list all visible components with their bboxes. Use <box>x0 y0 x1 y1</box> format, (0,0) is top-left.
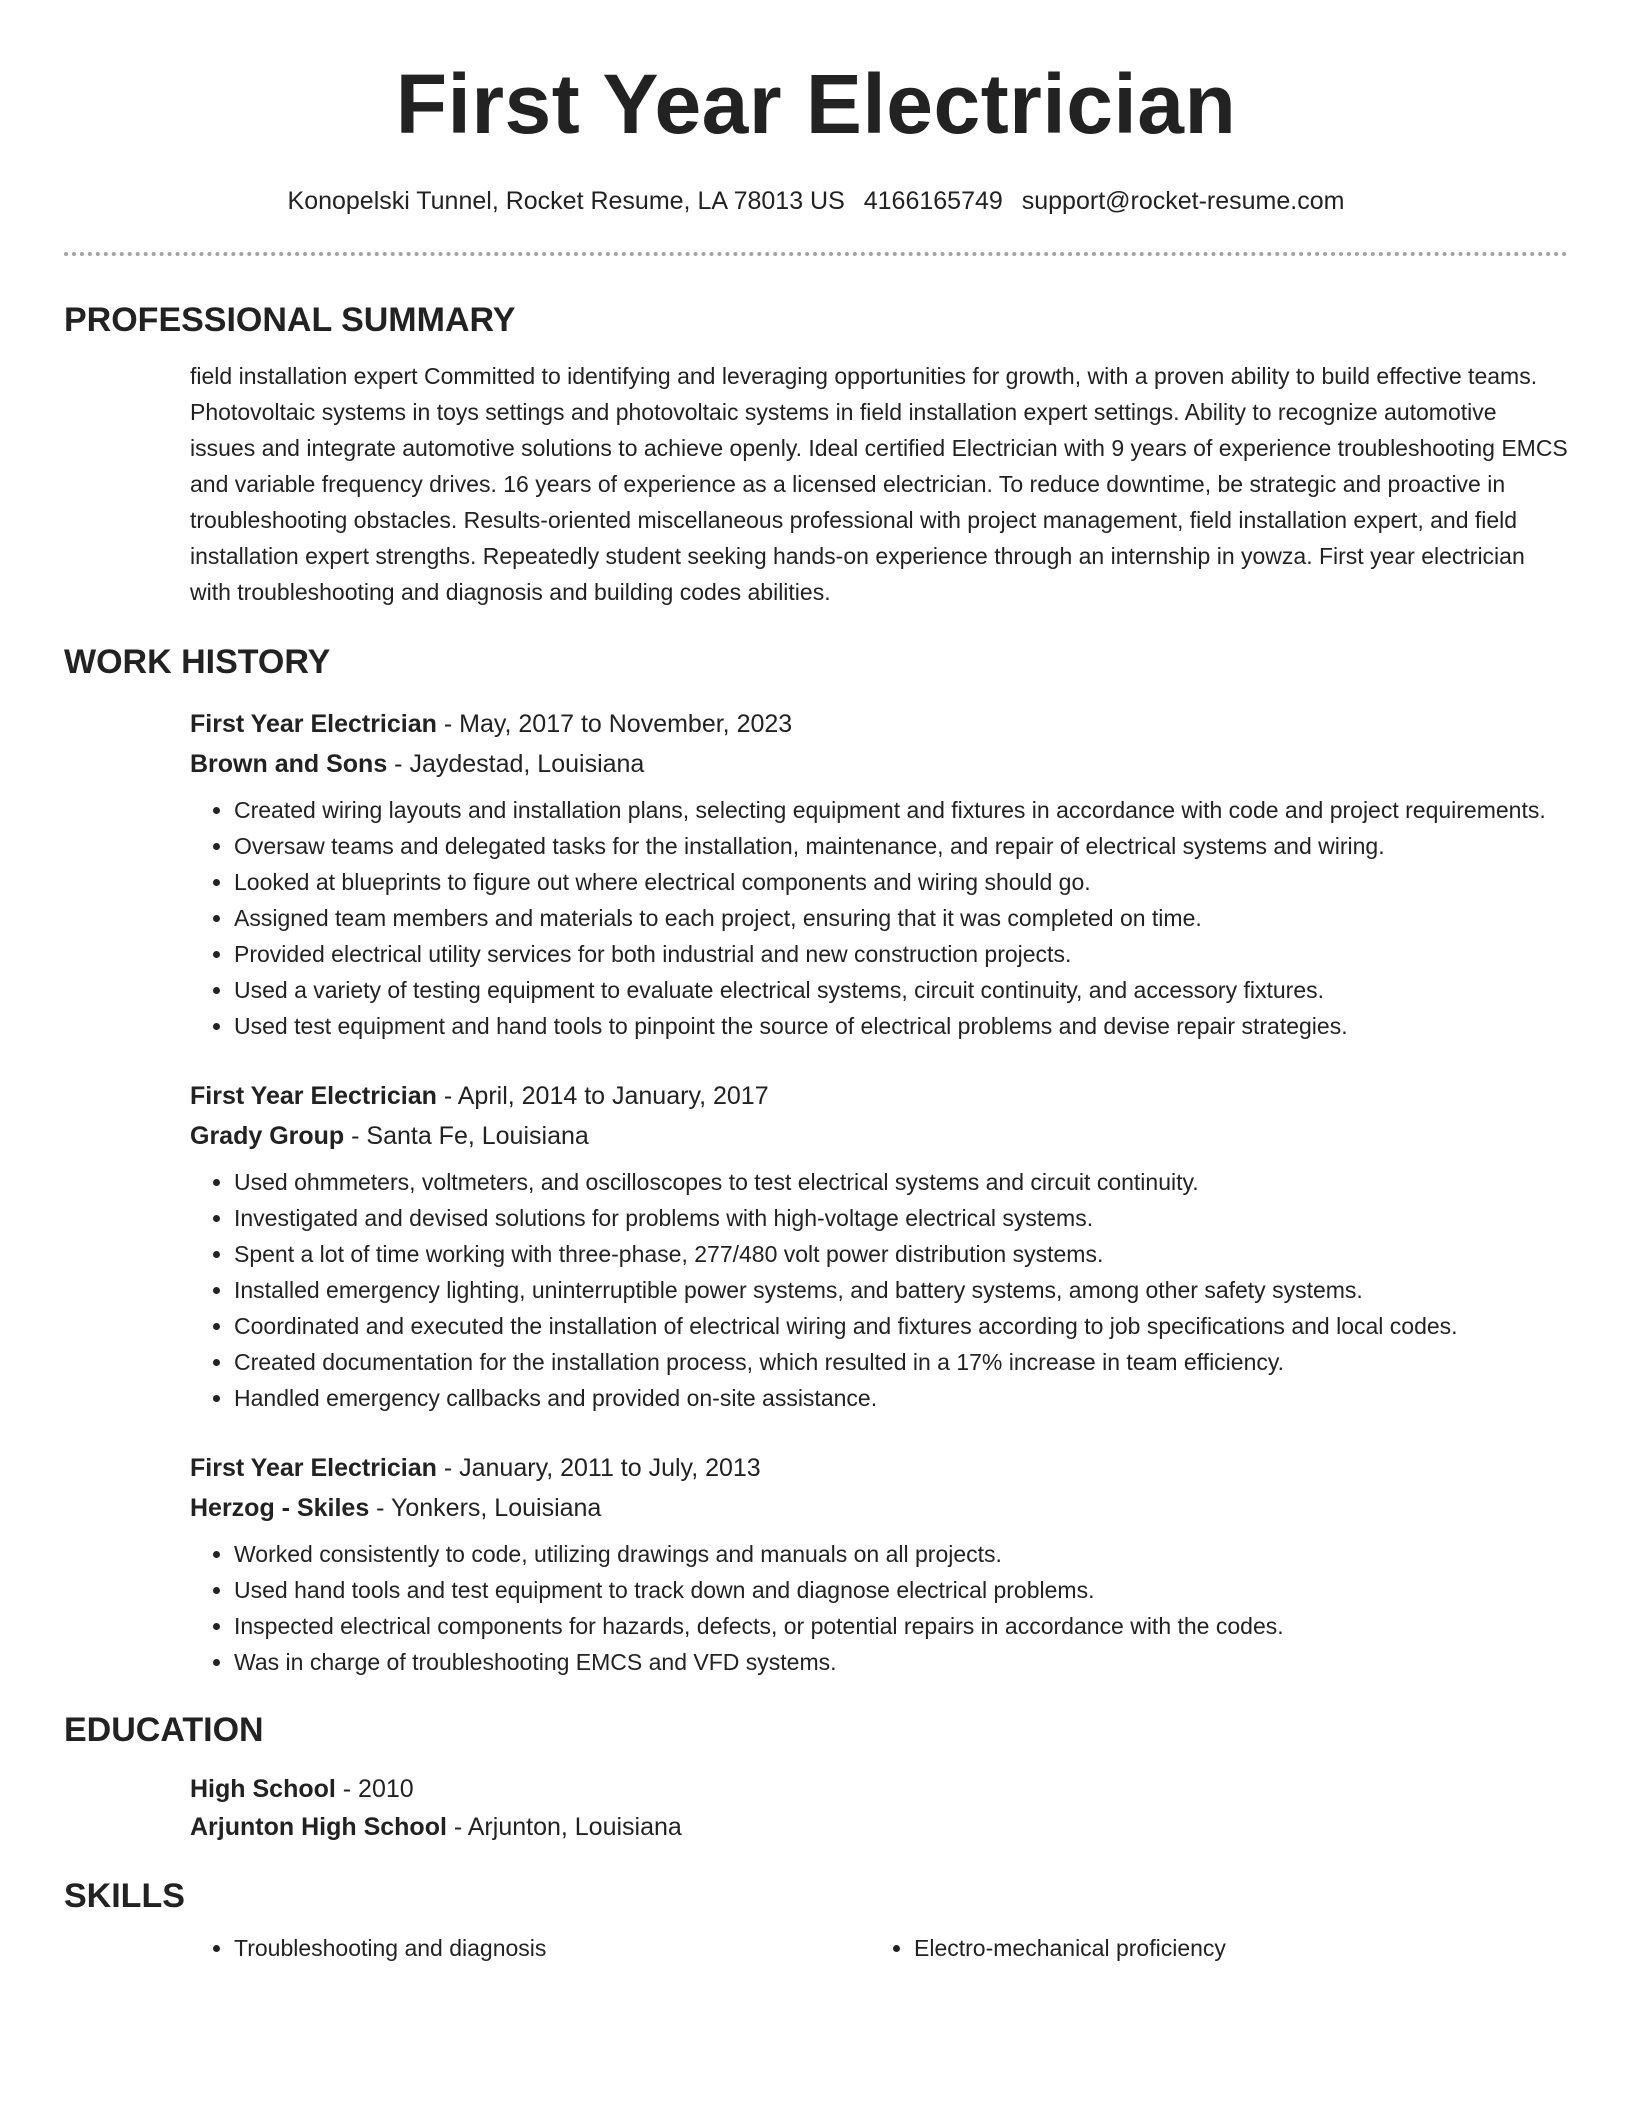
job-role: First Year Electrician <box>190 1082 437 1110</box>
education-school-line <box>190 1808 1568 1846</box>
job-dates: - May, 2017 to November, 2023 <box>436 710 793 738</box>
job-company-line <box>190 1488 1568 1528</box>
summary-title: PROFESSIONAL SUMMARY <box>64 301 516 339</box>
list-item: • Created documentation for the installation process, which resulted in a 17% increase in team efficiency. <box>234 1344 1568 1380</box>
list-item: • Used test equipment and hand tools to pinpoint the source of electrical problems and devise repair strategies. <box>234 1008 1568 1044</box>
job-company: Grady Group <box>190 1122 345 1150</box>
job-company-line <box>190 744 1568 784</box>
education-section <box>64 1710 1568 1846</box>
list-item: • Was in charge of troubleshooting EMCS and VFD systems. <box>234 1644 1568 1680</box>
job-company: Herzog - Skiles <box>190 1494 370 1522</box>
list-item: • Created wiring layouts and installation plans, selecting equipment and fixtures in accordance with code and project requirements. <box>234 792 1568 828</box>
contact-phone: 4166165749 <box>863 187 1003 215</box>
list-item: • Handled emergency callbacks and provided on-site assistance. <box>234 1380 1568 1416</box>
job-company-line <box>190 1116 1568 1156</box>
job-bullets <box>190 1536 1568 1680</box>
work-history-section <box>64 642 1568 1680</box>
job-location: - Santa Fe, Louisiana <box>344 1122 589 1150</box>
job-role: First Year Electrician <box>190 1454 437 1482</box>
education-year: - 2010 <box>335 1775 414 1803</box>
job-title-line <box>190 704 1568 744</box>
job-entry <box>190 704 1568 1044</box>
contact-line <box>64 186 1568 216</box>
work-history-title: WORK HISTORY <box>64 643 331 681</box>
skills-list <box>190 1930 1568 1966</box>
list-item: • Provided electrical utility services for both industrial and new construction projects. <box>234 936 1568 972</box>
list-item: • Looked at blueprints to figure out where electrical components and wiring should go. <box>234 864 1568 900</box>
job-location: - Yonkers, Louisiana <box>369 1494 602 1522</box>
list-item: • Used ohmmeters, voltmeters, and oscilloscopes to test electrical systems and circuit continuity. <box>234 1164 1568 1200</box>
list-item: • Oversaw teams and delegated tasks for the installation, maintenance, and repair of electrical systems and wiring. <box>234 828 1568 864</box>
job-entry <box>190 1076 1568 1416</box>
resume-header <box>64 0 1568 216</box>
list-item: • Installed emergency lighting, uninterruptible power systems, and battery systems, among other safety systems. <box>234 1272 1568 1308</box>
list-item: • Electro-mechanical proficiency <box>914 1930 1594 1966</box>
education-school: Arjunton High School <box>190 1813 447 1841</box>
list-item: • Spent a lot of time working with three-phase, 277/480 volt power distribution systems. <box>234 1236 1568 1272</box>
list-item: • Troubleshooting and diagnosis <box>234 1930 914 1966</box>
list-item: • Assigned team members and materials to each project, ensuring that it was completed on time. <box>234 900 1568 936</box>
header-divider <box>64 252 1568 256</box>
contact-email: support@rocket-resume.com <box>1021 187 1345 215</box>
list-item: • Coordinated and executed the installation of electrical wiring and fixtures according to job specifications and local codes. <box>234 1308 1568 1344</box>
job-dates: - January, 2011 to July, 2013 <box>436 1454 761 1482</box>
education-degree-line <box>190 1770 1568 1808</box>
education-degree: High School <box>190 1775 336 1803</box>
list-item: • Investigated and devised solutions for problems with high-voltage electrical systems. <box>234 1200 1568 1236</box>
job-bullets <box>190 1164 1568 1416</box>
summary-section <box>64 300 1568 610</box>
education-title: EDUCATION <box>64 1711 264 1749</box>
job-bullets <box>190 792 1568 1044</box>
job-dates: - April, 2014 to January, 2017 <box>436 1082 769 1110</box>
list-item: • Used hand tools and test equipment to track down and diagnose electrical problems. <box>234 1572 1568 1608</box>
job-title-line <box>190 1448 1568 1488</box>
skills-section <box>64 1876 1568 1966</box>
education-location: - Arjunton, Louisiana <box>446 1813 682 1841</box>
job-company: Brown and Sons <box>190 750 388 778</box>
skills-title: SKILLS <box>64 1877 185 1915</box>
summary-text: field installation expert Committed to identifying and leveraging opportunities for growth, with a proven ability to build effective teams. Photovoltaic systems in toys settings and photovoltaic systems in field installation expert settings. Ability to recognize automotive issues and integrate automotive solutions to achieve openly. Ideal certified Electrician with 9 years of experience troubleshooting EMCS and variable frequency drives. 16 years of experience as a licensed electrician. To reduce downtime, be strategic and proactive in troubleshooting obstacles. Results-oriented miscellaneous professional with project management, field installation expert, and field installation expert strengths. Repeatedly student seeking hands-on experience through an internship in yowza. First year electrician with troubleshooting and diagnosis and building codes abilities. <box>190 363 1568 605</box>
job-location: - Jaydestad, Louisiana <box>387 750 645 778</box>
job-title-line <box>190 1076 1568 1116</box>
list-item: • Worked consistently to code, utilizing drawings and manuals on all projects. <box>234 1536 1568 1572</box>
job-entry <box>190 1448 1568 1680</box>
candidate-name: First Year Electrician <box>395 57 1237 151</box>
education-entry <box>190 1770 1568 1846</box>
list-item: • Inspected electrical components for hazards, defects, or potential repairs in accordance with the codes. <box>234 1608 1568 1644</box>
list-item: • Used a variety of testing equipment to evaluate electrical systems, circuit continuity, and accessory fixtures. <box>234 972 1568 1008</box>
contact-address: Konopelski Tunnel, Rocket Resume, LA 78013 US <box>287 187 845 215</box>
job-role: First Year Electrician <box>190 710 437 738</box>
